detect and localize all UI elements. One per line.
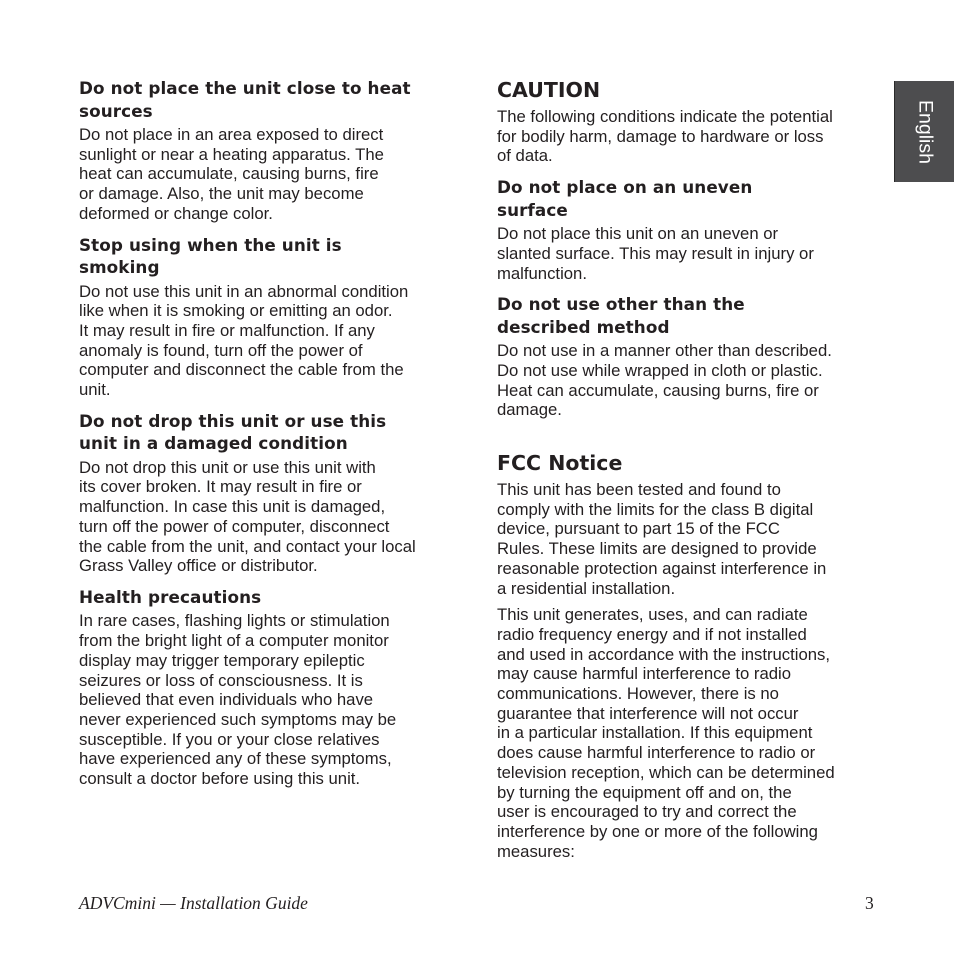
- section-heading: Do not drop this unit or use this unit in a damaged condition: [79, 410, 387, 454]
- section-body: Do not place this unit on an uneven or slanted surface. This may result in injury or malfunction.: [497, 224, 814, 283]
- section-smoking: [79, 234, 459, 400]
- section-heading: Do not use other than the described method: [497, 294, 745, 337]
- left-column: [79, 77, 459, 789]
- right-column: [497, 77, 877, 861]
- footer-document-title: ADVCmini — Installation Guide: [79, 893, 308, 913]
- section-body: Do not use in a manner other than described. Do not use while wrapped in cloth or plastic. Heat can accumulate, causing burns, fire or damage.: [497, 341, 832, 420]
- section-heading: Do not place the unit close to heat sources: [79, 78, 411, 121]
- page-number: 3: [865, 893, 874, 913]
- section-health-precautions: [79, 586, 459, 789]
- section-heading: Health precautions: [79, 586, 262, 607]
- section-described-method: [497, 293, 877, 420]
- section-body: Do not drop this unit or use this unit with its cover broken. It may result in fire or malfunction. In case this unit is damaged, turn off the power of computer, disconnect the cable from the unit, and contact your local Grass Valley office or distributor.: [79, 457, 416, 576]
- section-heading: Do not place on an uneven surface: [497, 177, 753, 220]
- language-tab-label: English: [914, 99, 936, 164]
- section-heat-sources: [79, 77, 459, 224]
- caution-intro: The following conditions indicate the potential for bodily harm, damage to hardware or loss of data.: [497, 107, 833, 166]
- caution-title: CAUTION: [497, 78, 601, 102]
- fcc-paragraph-2: This unit generates, uses, and can radiate radio frequency energy and if not installed and used in accordance with the instructions, may cause harmful interference to radio communications. However, there is no guarantee that interference will not occur in a particular installation. If this equipment does cause harmful interference to radio or television reception, which can be determined by turning the equipment off and on, the user is encouraged to try and correct the interference by one or more of the following measures:: [497, 605, 835, 861]
- language-tab: [894, 81, 954, 182]
- section-body: Do not use this unit in an abnormal condition like when it is smoking or emitting an odor. It may result in fire or malfunction. If any anomaly is found, turn off the power of computer and disconnect the cable from the unit.: [79, 281, 409, 400]
- fcc-title: FCC Notice: [497, 451, 623, 476]
- section-damaged-condition: [79, 410, 459, 576]
- section-body: Do not place in an area exposed to direct sunlight or near a heating apparatus. The heat can accumulate, causing burns, fire or damage. Also, the unit may become deformed or change color.: [79, 125, 384, 223]
- section-body: In rare cases, flashing lights or stimulation from the bright light of a computer monitor display may trigger temporary epileptic seizures or loss of consciousness. It is believed that even individuals who have never experienced such symptoms may be susceptible. If you or your close relatives have experienced any of these symptoms, consult a doctor before using this unit.: [79, 611, 397, 789]
- fcc-paragraph-1: This unit has been tested and found to comply with the limits for the class B digital device, pursuant to part 15 of the FCC Rules. These limits are designed to provide reasonable protection against interference in a residential installation.: [497, 480, 827, 598]
- caution-block: [497, 77, 877, 420]
- section-uneven-surface: [497, 176, 877, 283]
- fcc-block: [497, 450, 877, 861]
- section-heading: Stop using when the unit is smoking: [79, 234, 342, 278]
